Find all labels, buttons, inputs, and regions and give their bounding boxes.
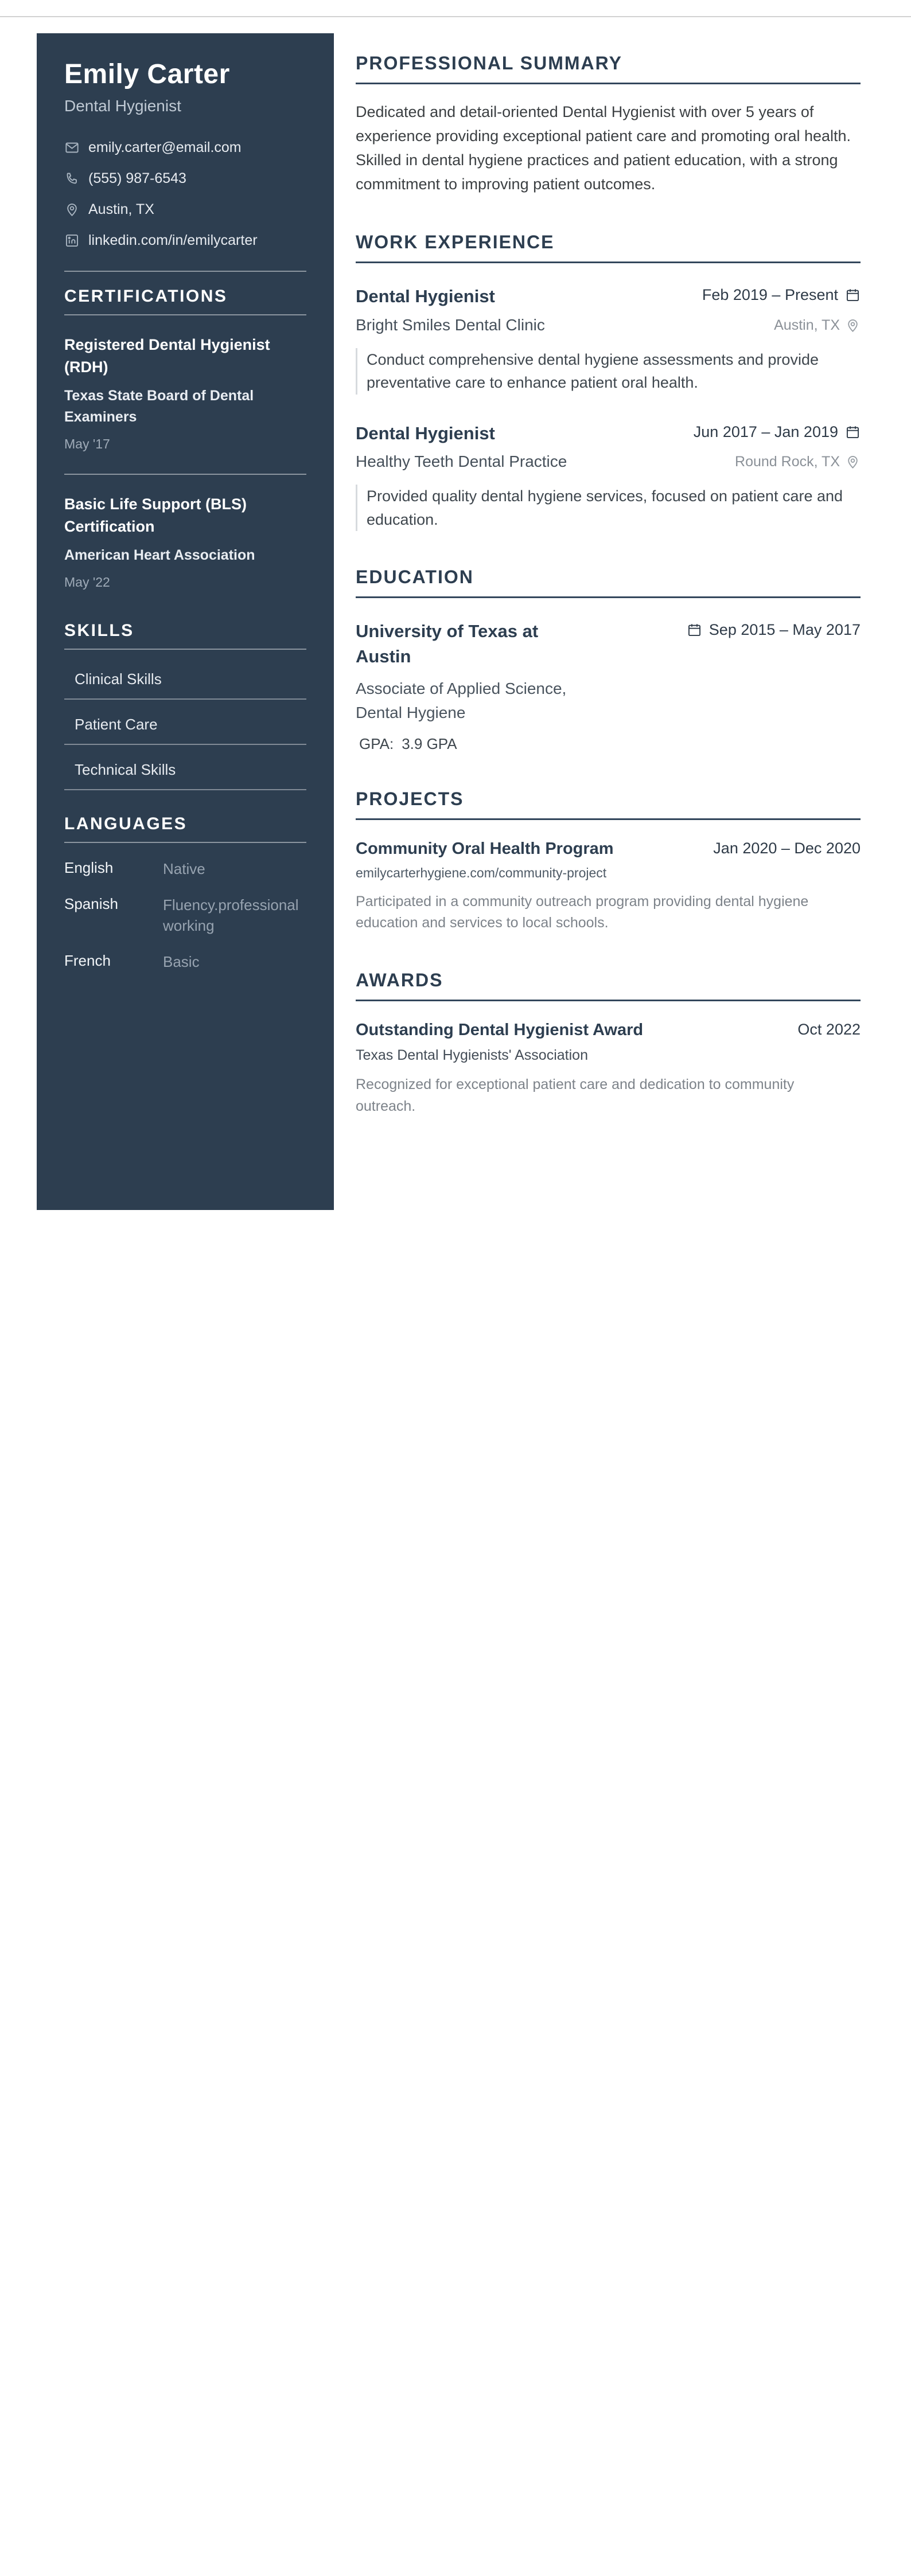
job-location-text: Round Rock, TX [735,454,840,470]
job-location [774,316,861,334]
award-date-text: Oct 2022 [797,1020,861,1038]
project-entry [356,837,861,934]
linkedin-icon [64,233,80,248]
location-icon [64,202,80,217]
page-top-divider [0,16,911,17]
skills-heading: SKILLS [64,621,306,650]
project-dates-text: Jan 2020 – Dec 2020 [713,839,861,857]
contact-location [64,201,306,218]
job-description: Provided quality dental hygiene services, focused on patient care and education. [356,485,849,531]
project-title: Community Oral Health Program [356,839,614,858]
experience-heading: WORK EXPERIENCE [356,232,861,263]
degree: Associate of Applied Science, Dental Hygiene [356,679,567,721]
phone-icon [64,171,80,186]
contact-linkedin[interactable] [64,232,306,249]
award-description: Recognized for exceptional patient care and dedication to community outreach. [356,1076,795,1114]
contact-phone-text: (555) 987-6543 [88,170,186,186]
job-entry [356,284,861,394]
job-location-text: Austin, TX [774,317,840,333]
calendar-icon [845,424,861,440]
award-entry [356,1018,861,1118]
projects-section [356,789,861,934]
job-dates [694,421,861,441]
summary-heading: PROFESSIONAL SUMMARY [356,53,861,84]
contact-email-text: emily.carter@email.com [88,139,242,155]
skill-item: Technical Skills [64,745,306,790]
location-pin-icon [845,454,861,470]
skill-item: Clinical Skills [64,654,306,700]
award-date [797,1018,861,1039]
awards-section [356,970,861,1118]
project-description: Participated in a community outreach program providing dental hygiene education and services to local schools. [356,893,809,931]
gpa-label: GPA: [359,735,394,752]
job-location [735,452,861,470]
projects-heading: PROJECTS [356,789,861,820]
summary-text: Dedicated and detail-oriented Dental Hygienist with over 5 years of experience providing exceptional patient care and promoting oral health. Skilled in dental hygiene practices and patient education, with a strong commitment to improving patient outcomes. [356,103,851,193]
project-dates [713,837,861,857]
languages-heading: LANGUAGES [64,814,306,843]
contact-location-text: Austin, TX [88,201,154,217]
languages-list [64,859,306,971]
education-heading: EDUCATION [356,567,861,598]
job-description: Conduct comprehensive dental hygiene assessments and provide preventative care to enhance patient oral health. [356,348,849,395]
contact-linkedin-text: linkedin.com/in/emilycarter [88,232,258,248]
certification-item [64,493,306,591]
education-dates [687,619,861,639]
language-level: Native [163,860,205,878]
certifications-heading: CERTIFICATIONS [64,287,306,315]
job-dates-text: Jun 2017 – Jan 2019 [693,423,838,440]
school-name: University of Texas at Austin [356,621,539,666]
job-title: Dental Hygienist [356,286,495,307]
calendar-icon [687,622,702,638]
job-dates-text: Feb 2019 – Present [702,286,838,304]
certification-title: Registered Dental Hygienist (RDH) [64,336,270,376]
job-entry [356,421,861,531]
education-dates-text: Sep 2015 – May 2017 [708,621,861,639]
contact-email[interactable] [64,139,306,156]
certification-date: May '17 [64,436,110,451]
education-entry [356,619,861,753]
certification-item [64,334,306,452]
contact-phone [64,170,306,187]
awards-heading: AWARDS [356,970,861,1001]
main-content [334,33,869,1210]
location-pin-icon [845,318,861,333]
education-section [356,567,861,753]
candidate-title: Dental Hygienist [64,97,181,115]
certification-issuer: American Heart Association [64,547,255,564]
language-level: Basic [163,953,200,970]
sidebar-divider [64,271,306,272]
job-dates [702,284,861,304]
language-name: English [64,859,114,877]
calendar-icon [845,287,861,303]
company-name: Bright Smiles Dental Clinic [356,315,545,334]
job-title: Dental Hygienist [356,423,495,443]
certification-title: Basic Life Support (BLS) Certification [64,495,247,535]
gpa-line [356,735,861,753]
award-title: Outstanding Dental Hygienist Award [356,1020,644,1039]
summary-section [356,53,861,196]
language-name: French [64,951,111,969]
language-name: Spanish [64,895,118,913]
certification-date: May '22 [64,575,110,590]
skill-item: Patient Care [64,700,306,745]
project-link[interactable]: emilycarterhygiene.com/community-project [356,865,607,880]
candidate-name: Emily Carter [64,59,230,89]
experience-section [356,232,861,531]
certification-issuer: Texas State Board of Dental Examiners [64,388,254,425]
award-issuer: Texas Dental Hygienists' Association [356,1047,588,1064]
contact-list [64,139,306,249]
sidebar [37,33,334,1210]
language-level: Fluency.professional working [163,896,299,934]
resume-card [37,33,869,1210]
company-name: Healthy Teeth Dental Practice [356,452,567,471]
gpa-value: 3.9 GPA [402,735,457,752]
email-icon [64,140,80,155]
skills-list [64,654,306,790]
certification-divider [64,474,306,475]
